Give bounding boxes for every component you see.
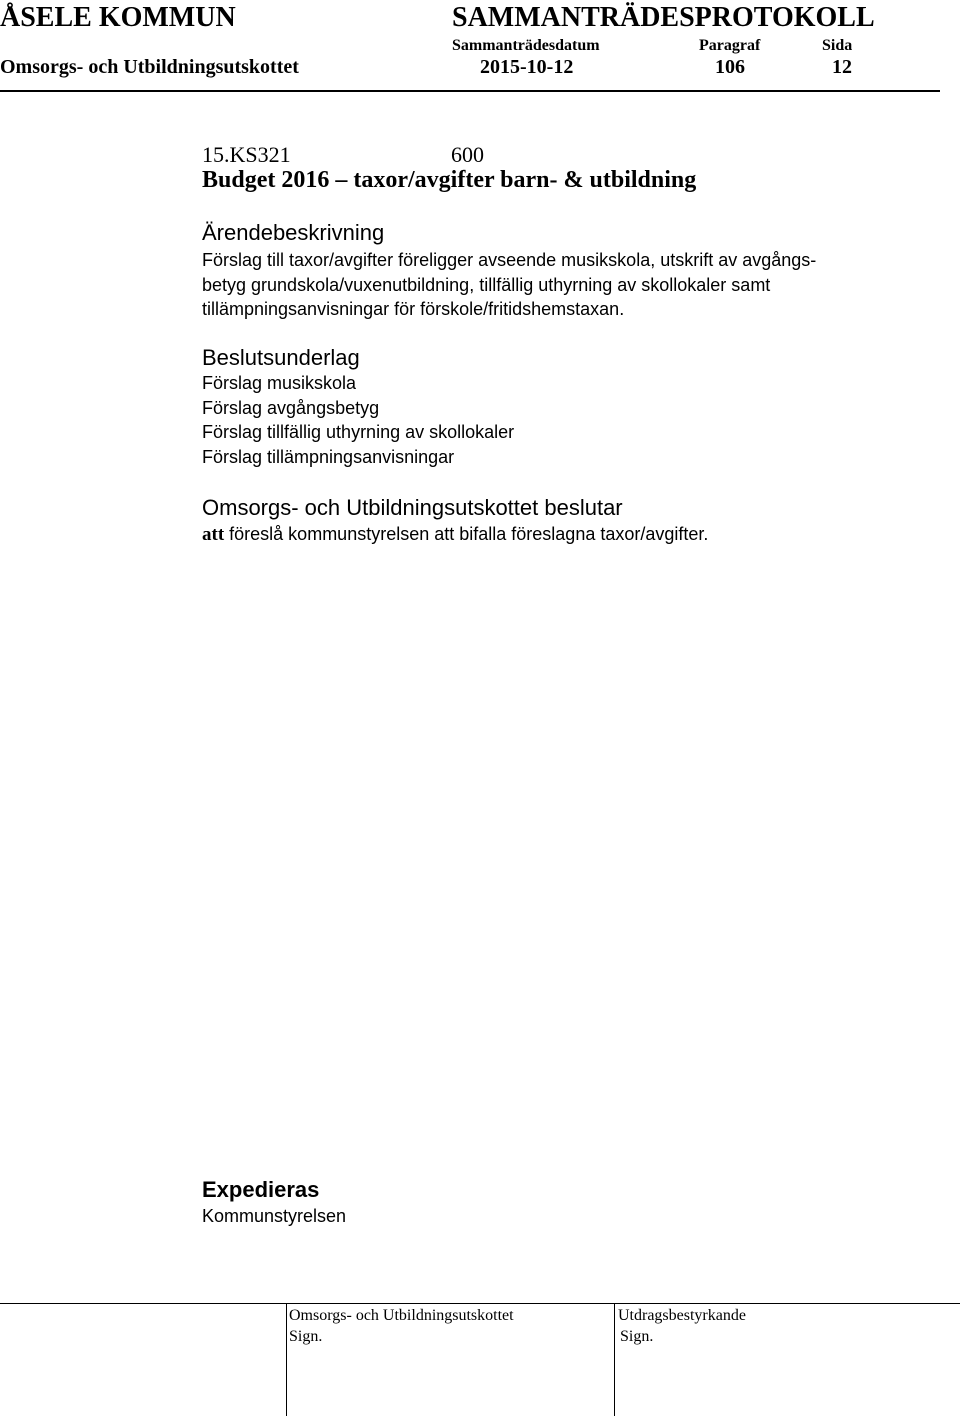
basis-item: Förslag avgångsbetyg [202, 397, 380, 418]
item-title: Budget 2016 – taxor/avgifter barn- & utbildning [202, 167, 697, 193]
meeting-date: 2015-10-12 [480, 56, 574, 78]
dispatch-recipient: Kommunstyrelsen [202, 1206, 347, 1226]
organization-name: ÅSELE KOMMUN [0, 2, 236, 33]
paragraph-number: 106 [715, 56, 745, 78]
date-label: Sammanträdesdatum [452, 37, 600, 54]
decision-keyword: att [202, 524, 225, 545]
decision-body: föreslå kommunstyrelsen att bifalla föreslagna taxor/avgifter. [224, 524, 709, 544]
footer-committee-sign: Sign. [289, 1328, 323, 1345]
basis-list [202, 371, 514, 469]
basis-item: Förslag musikskola [202, 373, 357, 393]
item-code: 600 [451, 142, 484, 167]
footer-column-divider [286, 1303, 287, 1416]
header-divider [0, 90, 940, 92]
footer-extract-label: Utdragsbestyrkande [618, 1307, 746, 1324]
description-line: betyg grundskola/vuxenutbildning, tillfällig uthyrning av skollokaler samt [202, 274, 771, 295]
item-number: 15.KS321 [202, 142, 291, 167]
page-label: Sida [822, 37, 853, 54]
description-text [202, 248, 816, 322]
description-line: tillämpningsanvisningar för förskole/fritidshemstaxan. [202, 299, 625, 319]
page-number: 12 [832, 56, 852, 78]
basis-item: Förslag tillämpningsanvisningar [202, 446, 455, 467]
description-line: Förslag till taxor/avgifter föreligger avseende musikskola, utskrift av avgångs- [202, 250, 817, 270]
paragraph-label: Paragraf [699, 37, 761, 54]
basis-heading: Beslutsunderlag [202, 345, 360, 370]
decision-heading: Omsorgs- och Utbildningsutskottet beslutar [202, 495, 623, 520]
footer-divider [0, 1303, 960, 1304]
dispatch-heading: Expedieras [202, 1177, 320, 1202]
basis-item: Förslag tillfällig uthyrning av skollokaler [202, 422, 515, 442]
document-type: SAMMANTRÄDESPROTOKOLL [452, 2, 875, 33]
description-heading: Ärendebeskrivning [202, 220, 385, 245]
footer-extract-sign: Sign. [620, 1328, 654, 1345]
committee-name: Omsorgs- och Utbildningsutskottet [0, 56, 299, 78]
footer-column-divider [614, 1303, 615, 1416]
footer-committee: Omsorgs- och Utbildningsutskottet [289, 1307, 514, 1324]
decision-text [202, 522, 708, 548]
